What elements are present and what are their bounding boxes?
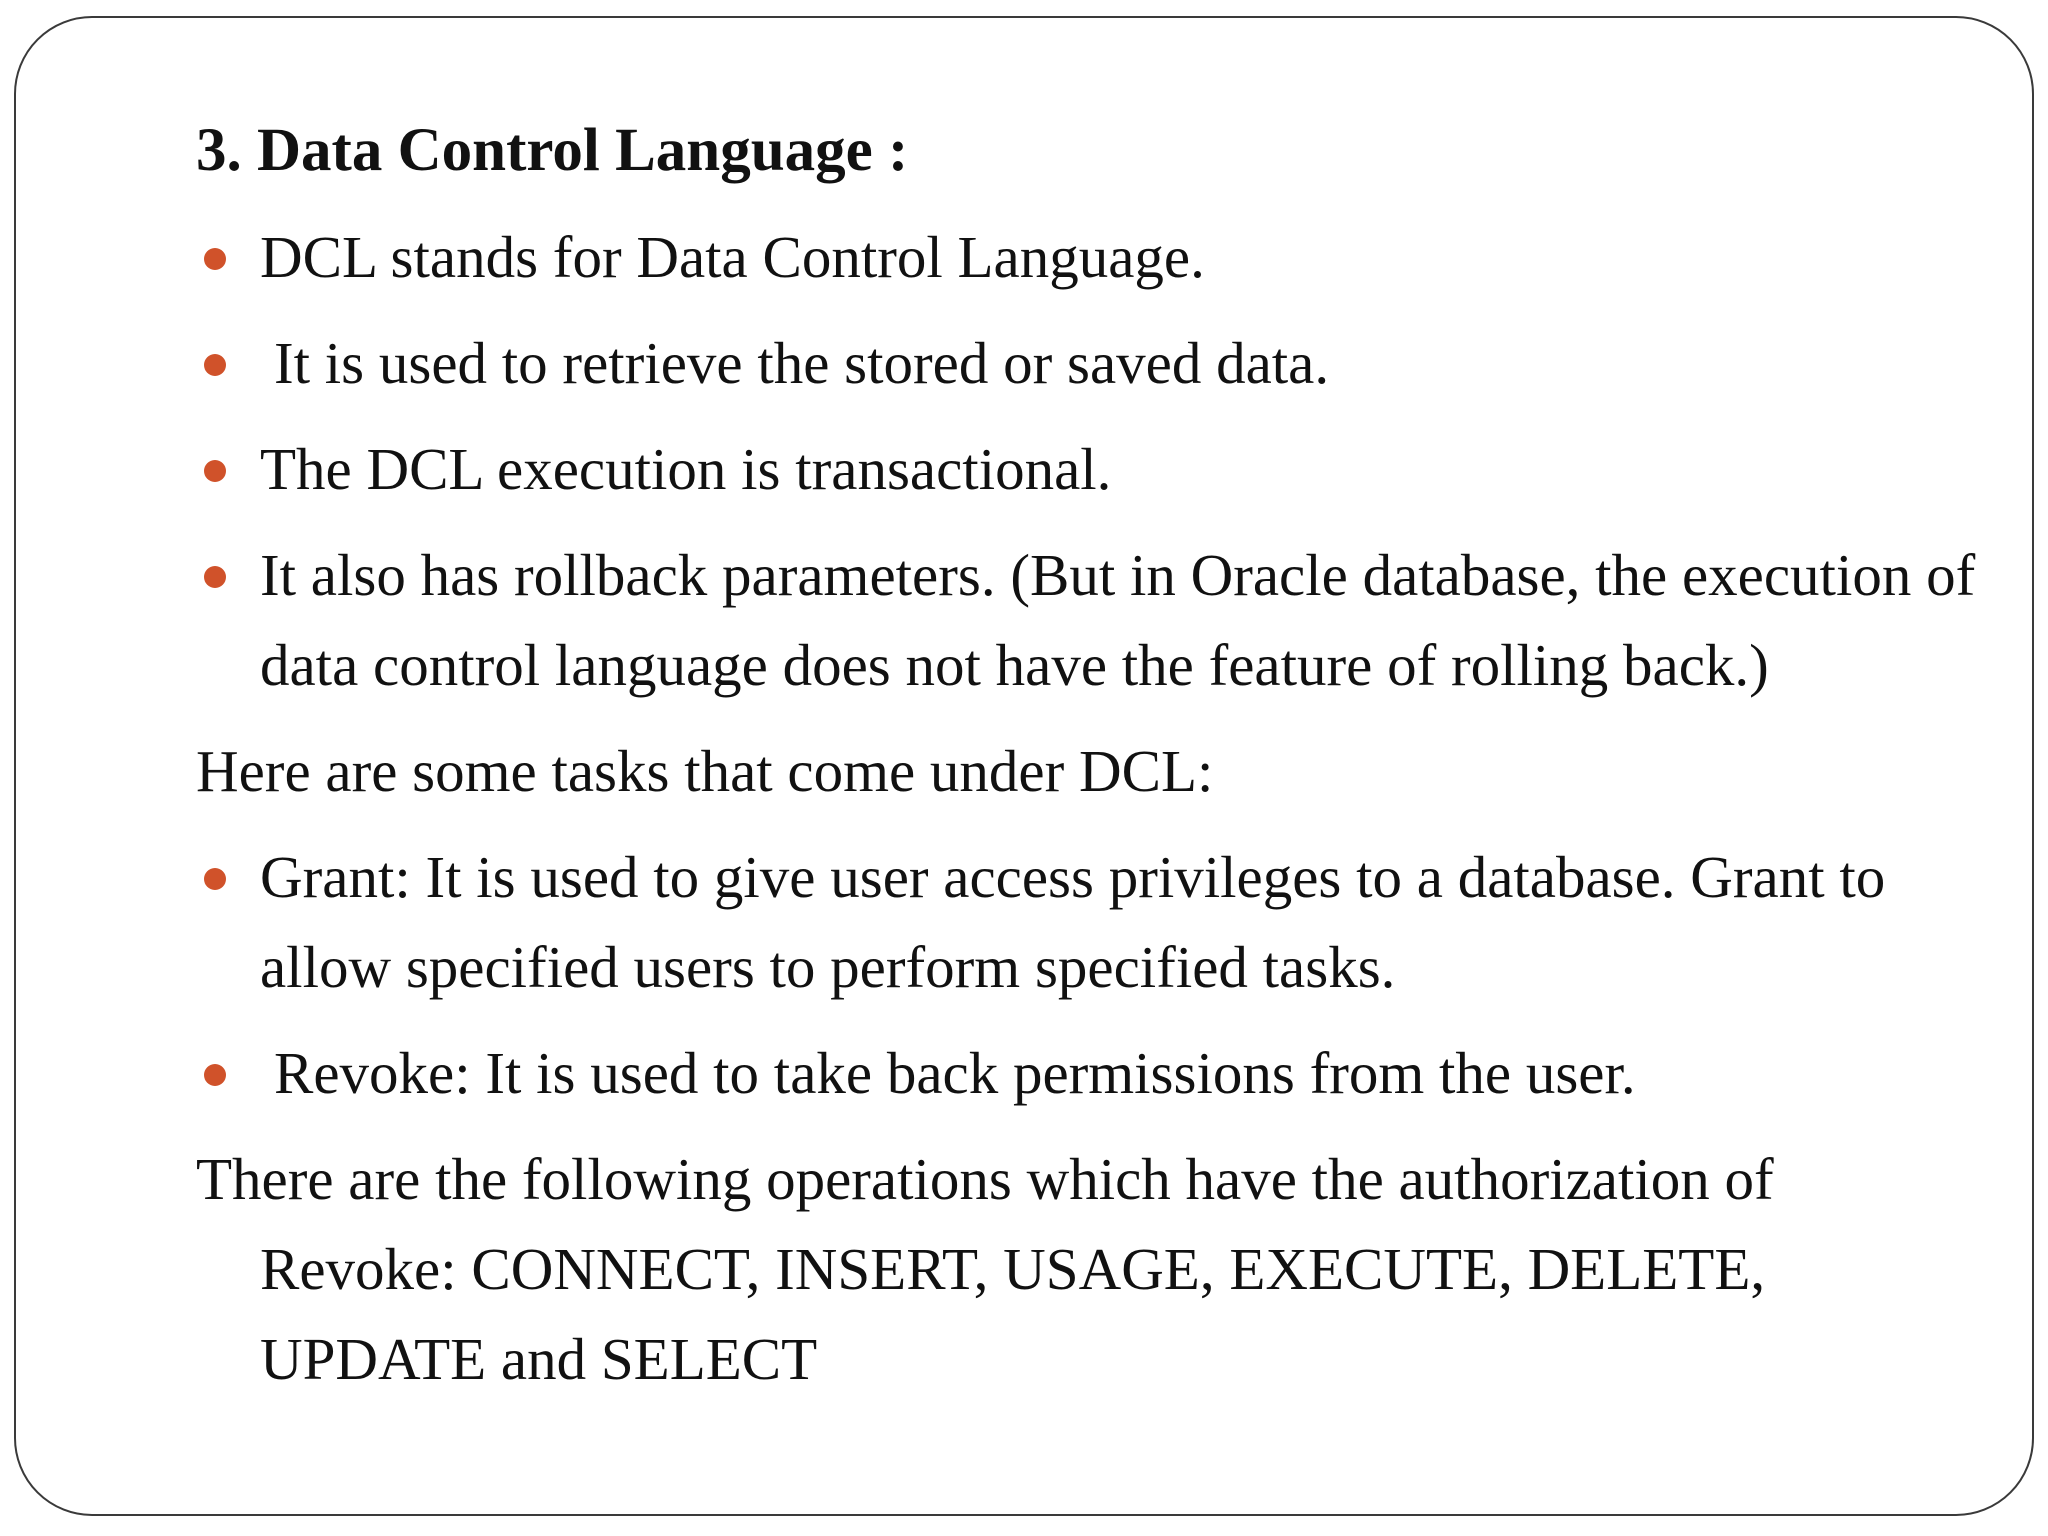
- bullet-item: [196, 1028, 1976, 1118]
- tasks-intro: Here are some tasks that come under DCL:: [196, 738, 1214, 804]
- bullet-item: [196, 832, 1976, 1012]
- bullet-dot-icon: [204, 354, 226, 376]
- bullet-dot-icon: [204, 1064, 226, 1086]
- bullet-dot-icon: [204, 248, 226, 270]
- bullet-dot-icon: [204, 566, 226, 588]
- slide-content: [196, 106, 1976, 1420]
- slide-frame: [14, 16, 2034, 1516]
- bullet-dot-icon: [204, 460, 226, 482]
- bullet-text: Grant: It is used to give user access privileges to a database. Grant to allow specified users to perform specified tasks.: [260, 844, 1886, 1000]
- bullet-item: [196, 424, 1976, 514]
- bullet-item: [196, 530, 1976, 710]
- bullet-text: It is used to retrieve the stored or saved data.: [274, 330, 1330, 396]
- bullet-dot-icon: [204, 868, 226, 890]
- slide-title: 3. Data Control Language :: [196, 117, 909, 184]
- bullet-item: [196, 212, 1976, 302]
- bullet-item: [196, 318, 1976, 408]
- closing-paragraph: There are the following operations which have the authorization of Revoke: CONNECT, INSERT, USAGE, EXECUTE, DELETE, UPDATE and SELECT: [196, 1146, 1774, 1392]
- bullet-text: DCL stands for Data Control Language.: [260, 224, 1205, 290]
- bullet-text: The DCL execution is transactional.: [260, 436, 1112, 502]
- bullet-text: It also has rollback parameters. (But in Oracle database, the execution of data control language does not have the feature of rolling back.): [260, 542, 1976, 698]
- bullet-text: Revoke: It is used to take back permissions from the user.: [274, 1040, 1636, 1106]
